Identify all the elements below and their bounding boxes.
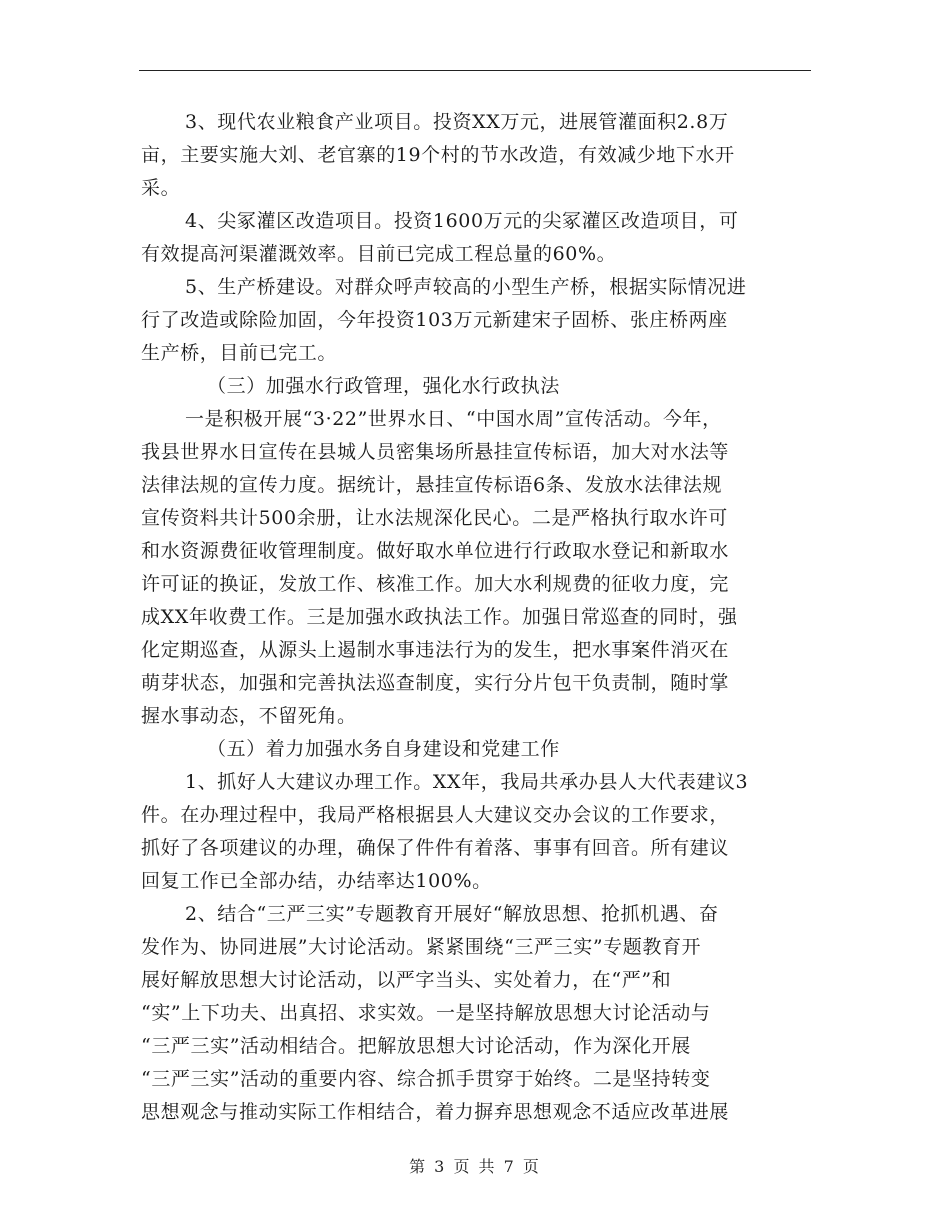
text-line: 5、生产桥建设。对群众呼声较高的小型生产桥，根据实际情况进 [185, 276, 747, 298]
text-line: 发作为、协同进展”大讨论活动。紧紧围绕“三严三实”专题教育开 [141, 936, 702, 958]
text-line: 抓好了各项建议的办理，确保了件件有着落、事事有回音。所有建议 [141, 837, 730, 859]
section-heading: （五）着力加强水务自身建设和党建工作 [207, 738, 560, 760]
text-line: 我县世界水日宣传在县城人员密集场所悬挂宣传标语，加大对水法等 [141, 441, 730, 463]
text-line: “三严三实”活动的重要内容、综合抓手贯穿于始终。二是坚持转变 [141, 1068, 711, 1090]
text-line: 采。 [141, 177, 181, 199]
text-line: 萌芽状态，加强和完善执法巡查制度，实行分片包干负责制，随时掌 [141, 672, 730, 694]
section-heading: （三）加强水行政管理，强化水行政执法 [207, 375, 560, 397]
text-line: 亩，主要实施大刘、老官寨的19个村的节水改造，有效减少地下水开 [141, 144, 735, 166]
text-line: 3、现代农业粮食产业项目。投资XX万元，进展管灌面积2.8万 [185, 111, 729, 133]
text-line: 1、抓好人大建议办理工作。XX年，我局共承办县人大代表建议3 [185, 771, 749, 793]
text-line: “实”上下功夫、出真招、求实效。一是坚持解放思想大讨论活动与 [141, 1002, 711, 1024]
text-line: 4、尖冢灌区改造项目。投资1600万元的尖冢灌区改造项目，可 [185, 210, 739, 232]
body-text [141, 106, 821, 1129]
text-line: 和水资源费征收管理制度。做好取水单位进行行政取水登记和新取水 [141, 540, 730, 562]
header-rule [139, 70, 811, 71]
text-line: 回复工作已全部办结，办结率达100%。 [141, 870, 492, 892]
text-line: 成XX年收费工作。三是加强水政执法工作。加强日常巡查的同时，强 [141, 606, 738, 628]
text-line: 思想观念与推动实际工作相结合，着力摒弃思想观念不适应改革进展 [141, 1101, 730, 1123]
text-line: 许可证的换证，发放工作、核准工作。加大水利规费的征收力度，完 [141, 573, 730, 595]
text-line: 一是积极开展“3·22”世界水日、“中国水周”宣传活动。今年， [185, 408, 722, 430]
text-line: 展好解放思想大讨论活动，以严字当头、实处着力，在“严”和 [141, 969, 672, 991]
text-line: 件。在办理过程中，我局严格根据县人大建议交办会议的工作要求， [141, 804, 730, 826]
text-line: 行了改造或除险加固，今年投资103万元新建宋子固桥、张庄桥两座 [141, 309, 728, 331]
text-line: 生产桥，目前已完工。 [141, 342, 338, 364]
text-line: 宣传资料共计500余册，让水法规深化民心。二是严格执行取水许可 [141, 507, 728, 529]
text-line: 化定期巡查，从源头上遏制水事违法行为的发生，把水事案件消灭在 [141, 639, 730, 661]
page-footer: 第 3 页 共 7 页 [409, 1157, 541, 1176]
text-line: 2、结合“三严三实”专题教育开展好“解放思想、抢抓机遇、奋 [185, 903, 719, 925]
text-line: 有效提高河渠灌溉效率。目前已完成工程总量的60%。 [141, 243, 617, 265]
text-line: “三严三实”活动相结合。把解放思想大讨论活动，作为深化开展 [141, 1035, 691, 1057]
text-line: 法律法规的宣传力度。据统计，悬挂宣传标语6条、发放水法律法规 [141, 474, 723, 496]
text-line: 握水事动态，不留死角。 [141, 705, 357, 727]
